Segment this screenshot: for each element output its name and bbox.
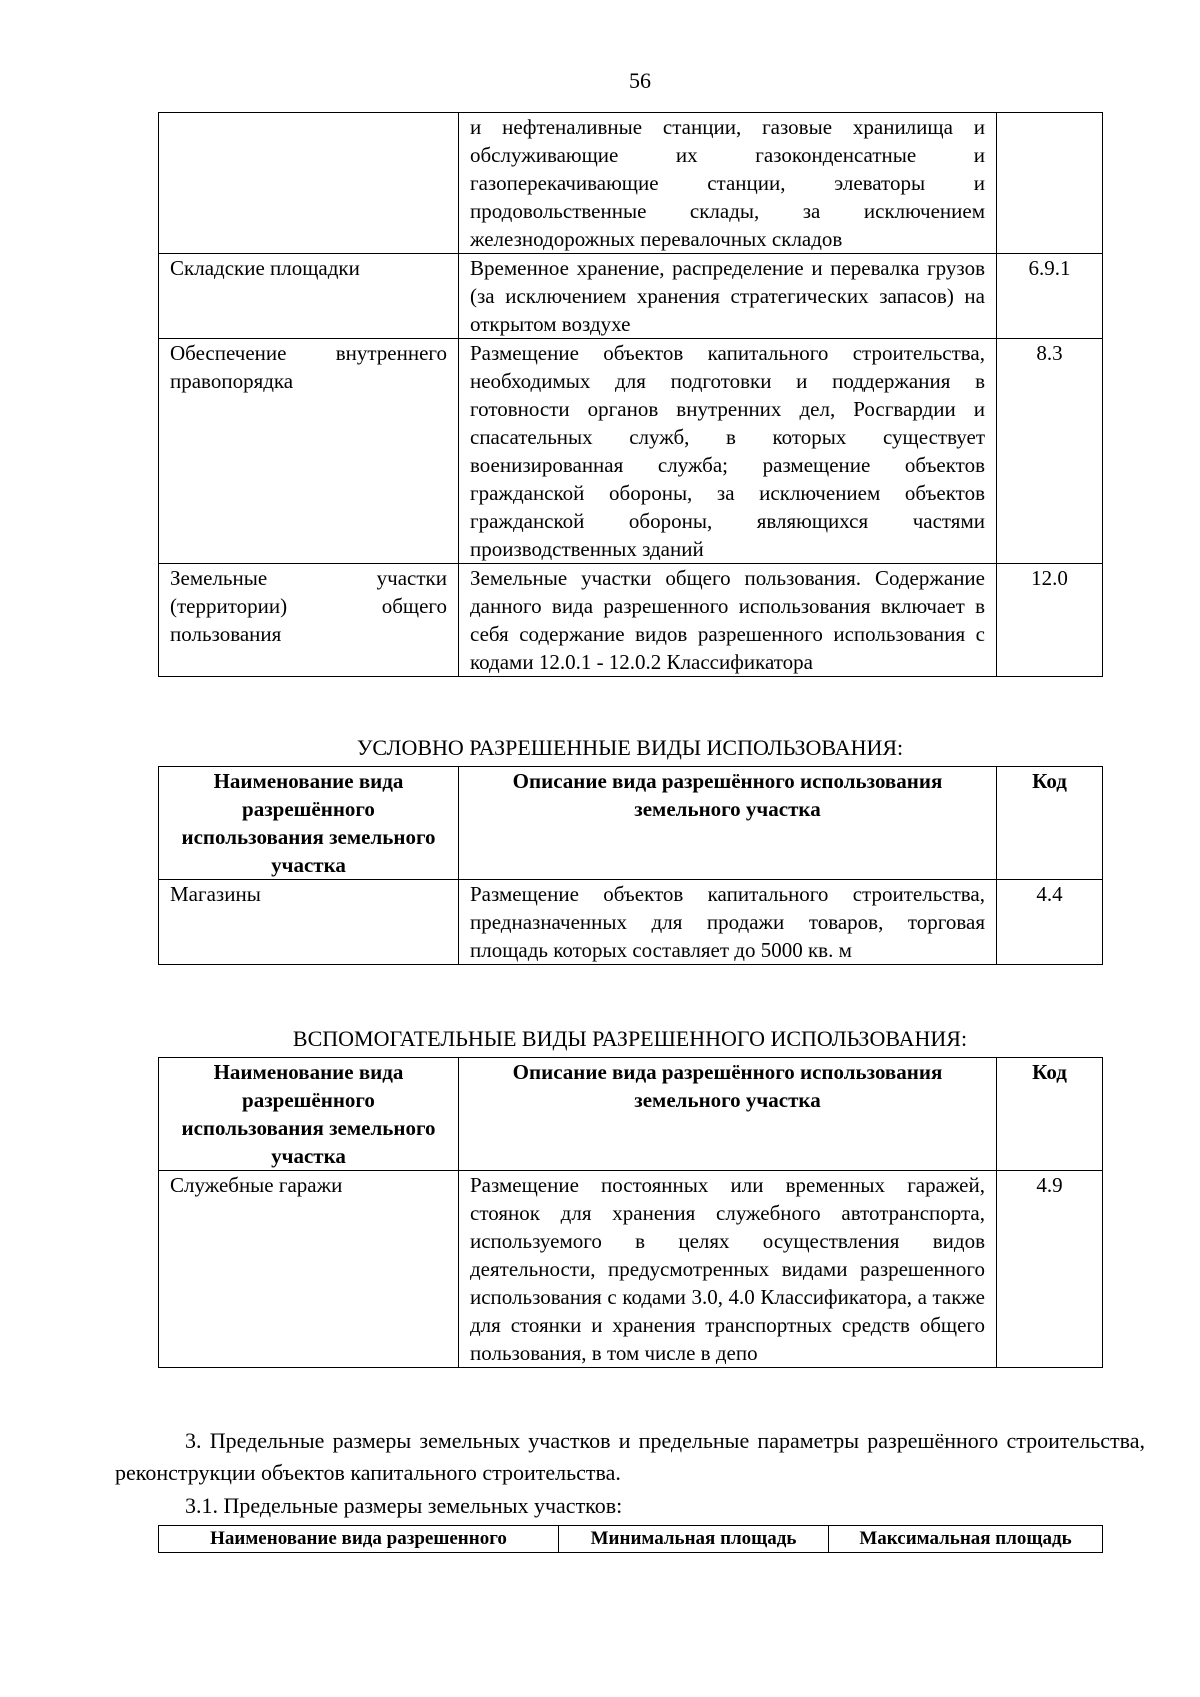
page-number: 56 (629, 68, 651, 93)
column-header-name: Наименование вида разрешённого использования земельного участка (159, 767, 459, 880)
use-name-cell: Земельные участки (территории) общего пользования (159, 564, 459, 677)
use-description-cell: Временное хранение, распределение и перевалка грузов (за исключением хранения стратегических запасов) на открытом воздухе (459, 254, 997, 339)
table-header-row (159, 1058, 1103, 1171)
table-row (159, 339, 1103, 564)
use-code-cell (997, 113, 1103, 254)
column-header-use-name: Наименование вида разрешенного (159, 1526, 559, 1553)
table-row (159, 254, 1103, 339)
auxiliary-uses-title: ВСПОМОГАТЕЛЬНЫЕ ВИДЫ РАЗРЕШЕННОГО ИСПОЛЬЗОВАНИЯ: (292, 1026, 968, 1051)
auxiliary-uses-table (158, 1057, 1103, 1368)
column-header-description: Описание вида разрешённого использования земельного участка (459, 767, 997, 880)
use-description-cell: Размещение объектов капитального строительства, необходимых для подготовки и поддержания в готовности органов внутренних дел, Росгвардии и спасательных служб, в которых существует военизированная служба; размещение объектов гражданской обороны, за исключением объектов гражданской обороны, являющихся частями производственных зданий (459, 339, 997, 564)
column-header-code: Код (997, 767, 1103, 880)
use-name-cell: Служебные гаражи (159, 1171, 459, 1368)
paragraph-3-text: 3. Предельные размеры земельных участков и предельные параметры разрешённого строительства, реконструкции объектов капитального строительства. (115, 1428, 1145, 1485)
use-name-cell: Складские площадки (159, 254, 459, 339)
table-header-row (159, 1526, 1103, 1553)
conditional-uses-table (158, 766, 1103, 965)
column-header-max-area: Максимальная площадь (829, 1526, 1103, 1553)
table-row (159, 1171, 1103, 1368)
use-code-cell: 4.9 (997, 1171, 1103, 1368)
use-code-cell: 8.3 (997, 339, 1103, 564)
plot-size-limits-table (158, 1525, 1103, 1553)
table-row (159, 880, 1103, 965)
use-name-cell (159, 113, 459, 254)
use-code-cell: 12.0 (997, 564, 1103, 677)
column-header-code: Код (997, 1058, 1103, 1171)
table-row (159, 113, 1103, 254)
use-description-cell: Размещение объектов капитального строительства, предназначенных для продажи товаров, торговая площадь которых составляет до 5000 кв. м (459, 880, 997, 965)
use-description-cell: Размещение постоянных или временных гаражей, стоянок для хранения служебного автотранспорта, используемого в целях осуществления видов деятельности, предусмотренных видами разрешенного использования с кодами 3.0, 4.0 Классификатора, а также для стоянки и хранения транспортных средств общего пользования, в том числе в депо (459, 1171, 997, 1368)
table-row (159, 564, 1103, 677)
column-header-description: Описание вида разрешённого использования земельного участка (459, 1058, 997, 1171)
use-description-cell: Земельные участки общего пользования. Содержание данного вида разрешенного использования включает в себя содержание видов разрешенного использования с кодами 12.0.1 - 12.0.2 Классификатора (459, 564, 997, 677)
table-header-row (159, 767, 1103, 880)
use-name-cell: Магазины (159, 880, 459, 965)
paragraph-3-1 (115, 1490, 1145, 1522)
permitted-uses-table-continued (158, 112, 1103, 677)
use-name-cell: Обеспечение внутреннего правопорядка (159, 339, 459, 564)
use-description-cell: и нефтеналивные станции, газовые хранилища и обслуживающие их газоконденсатные и газоперекачивающие станции, элеваторы и продовольственные склады, за исключением железнодорожных перевалочных складов (459, 113, 997, 254)
conditional-uses-title: УСЛОВНО РАЗРЕШЕННЫЕ ВИДЫ ИСПОЛЬЗОВАНИЯ: (356, 735, 904, 760)
use-code-cell: 4.4 (997, 880, 1103, 965)
column-header-min-area: Минимальная площадь (559, 1526, 829, 1553)
column-header-name: Наименование вида разрешённого использования земельного участка (159, 1058, 459, 1171)
use-code-cell: 6.9.1 (997, 254, 1103, 339)
paragraph-3 (115, 1425, 1145, 1489)
paragraph-3-1-text: 3.1. Предельные размеры земельных участков: (185, 1493, 623, 1518)
